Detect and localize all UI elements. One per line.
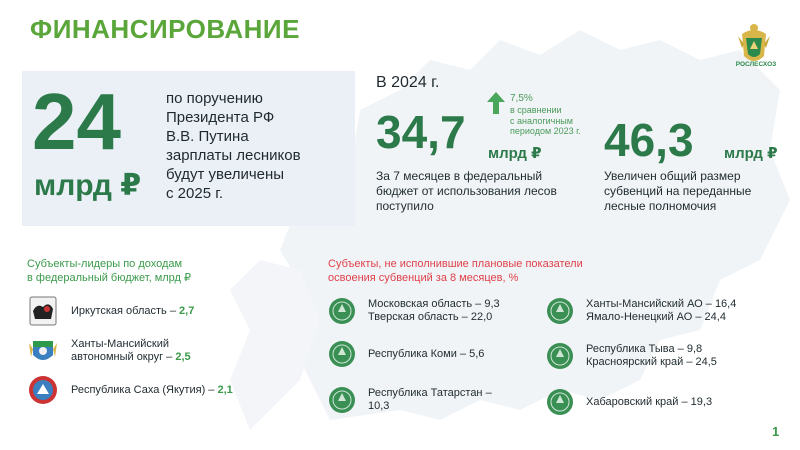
leader-value: 2,1 <box>217 383 233 396</box>
laggard-line: Тверская область – 22,0 <box>368 311 493 323</box>
leader-name-line: автономный округ <box>71 351 164 363</box>
title-line: в федеральный бюджет, млрд ₽ <box>27 272 192 284</box>
laggard-line: Республика Коми – 5,6 <box>368 347 485 360</box>
desc-line: Увеличен общий размер <box>604 169 741 183</box>
metric1-number: 34,7 <box>376 106 466 158</box>
leader-name-line: Ханты-Мансийский <box>71 338 170 350</box>
metric1-growth-pct: 7,5% <box>510 93 533 104</box>
laggard-line: 10,3 <box>368 400 390 412</box>
laggard-item <box>546 342 717 370</box>
laggard-item <box>328 340 484 368</box>
leader-name: Республика Саха (Якутия) – 2,1 <box>71 383 233 396</box>
laggard-line: Республика Татарстан – <box>368 387 492 399</box>
laggard-text <box>586 343 717 369</box>
laggard-line: Красноярский край – 24,5 <box>586 356 717 368</box>
leader-name-line: Иркутская область <box>71 304 167 317</box>
laggard-line: Ханты-Мансийский АО – 16,4 <box>586 298 737 310</box>
leader-name: Ханты-Мансийский автономный округ – 2,5 <box>71 338 191 363</box>
leaders-title <box>27 257 267 285</box>
laggard-item <box>546 297 736 325</box>
laggard-text <box>368 387 492 413</box>
leader-item-hmao <box>27 335 191 367</box>
highlight-line: по поручению <box>166 90 263 107</box>
title-line: освоения субвенций за 8 месяцев, % <box>328 272 519 284</box>
laggard-item <box>546 388 712 416</box>
laggard-text <box>368 298 500 324</box>
forestry-seal-icon <box>546 297 574 325</box>
forestry-seal-icon <box>328 386 356 414</box>
leader-value: 2,7 <box>179 304 195 317</box>
desc-line: субвенций на переданные <box>604 184 752 198</box>
page-number: 1 <box>772 424 780 439</box>
desc-line: лесные полномочия <box>604 199 717 213</box>
title-line: Субъекты-лидеры по доходам <box>27 258 183 270</box>
highlight-line: В.В. Путина <box>166 128 249 145</box>
logo-text: РОСЛЕСХОЗ <box>735 61 777 68</box>
highlight-text <box>166 89 346 203</box>
metric2-description <box>604 169 789 214</box>
year-heading: В 2024 г. <box>376 74 440 91</box>
metric1-growth-note <box>510 105 590 137</box>
metric2-unit: млрд ₽ <box>724 145 778 162</box>
leader-name-line: Республика Саха (Якутия) <box>71 383 206 396</box>
growth-note-line: в сравнении <box>510 105 562 115</box>
highlight-line: зарплаты лесников <box>166 147 301 164</box>
growth-note-line: периодом 2023 г. <box>510 126 581 136</box>
laggard-item <box>328 297 500 325</box>
laggard-line: Хабаровский край – 19,3 <box>586 395 713 408</box>
laggard-line: Республика Тыва – 9,8 <box>586 343 703 355</box>
leader-item-yakutia <box>27 374 233 406</box>
highlight-number: 24 <box>32 77 121 166</box>
yakutia-coat-of-arms-icon <box>27 374 59 406</box>
leader-item-irkutsk <box>27 295 194 327</box>
forestry-seal-icon <box>546 342 574 370</box>
forestry-seal-icon <box>328 297 356 325</box>
leader-value: 2,5 <box>175 351 191 363</box>
metric1-description <box>376 169 576 214</box>
irkutsk-coat-of-arms-icon <box>27 295 59 327</box>
laggard-text <box>586 298 736 324</box>
laggard-line: Ямало-Ненецкий АО – 24,4 <box>586 311 726 323</box>
hmao-coat-of-arms-icon <box>27 335 59 367</box>
growth-note-line: с аналогичным <box>510 115 573 126</box>
metric2-number: 46,3 <box>604 114 694 166</box>
highlight-line: с 2025 г. <box>166 185 224 202</box>
highlight-line: будут увеличены <box>166 166 285 183</box>
highlight-line: Президента РФ <box>166 109 275 126</box>
laggard-item <box>328 386 492 414</box>
desc-line: поступило <box>376 199 434 213</box>
laggard-text <box>586 396 712 409</box>
page-title: ФИНАНСИРОВАНИЕ <box>30 14 300 44</box>
highlight-unit: млрд ₽ <box>34 169 142 202</box>
title-line: Субъекты, не исполнившие плановые показатели <box>328 258 583 270</box>
laggard-line: Московская область – 9,3 <box>368 298 500 310</box>
desc-line: За 7 месяцев в федеральный <box>376 169 543 183</box>
leader-name: Иркутская область – 2,7 <box>71 304 195 317</box>
arrow-up-icon <box>487 92 505 114</box>
desc-line: бюджет от использования лесов <box>376 184 557 198</box>
metric1-unit: млрд ₽ <box>488 145 542 162</box>
forestry-seal-icon <box>546 388 574 416</box>
forestry-seal-icon <box>328 340 356 368</box>
laggard-text <box>368 348 484 361</box>
laggards-title <box>328 257 628 285</box>
